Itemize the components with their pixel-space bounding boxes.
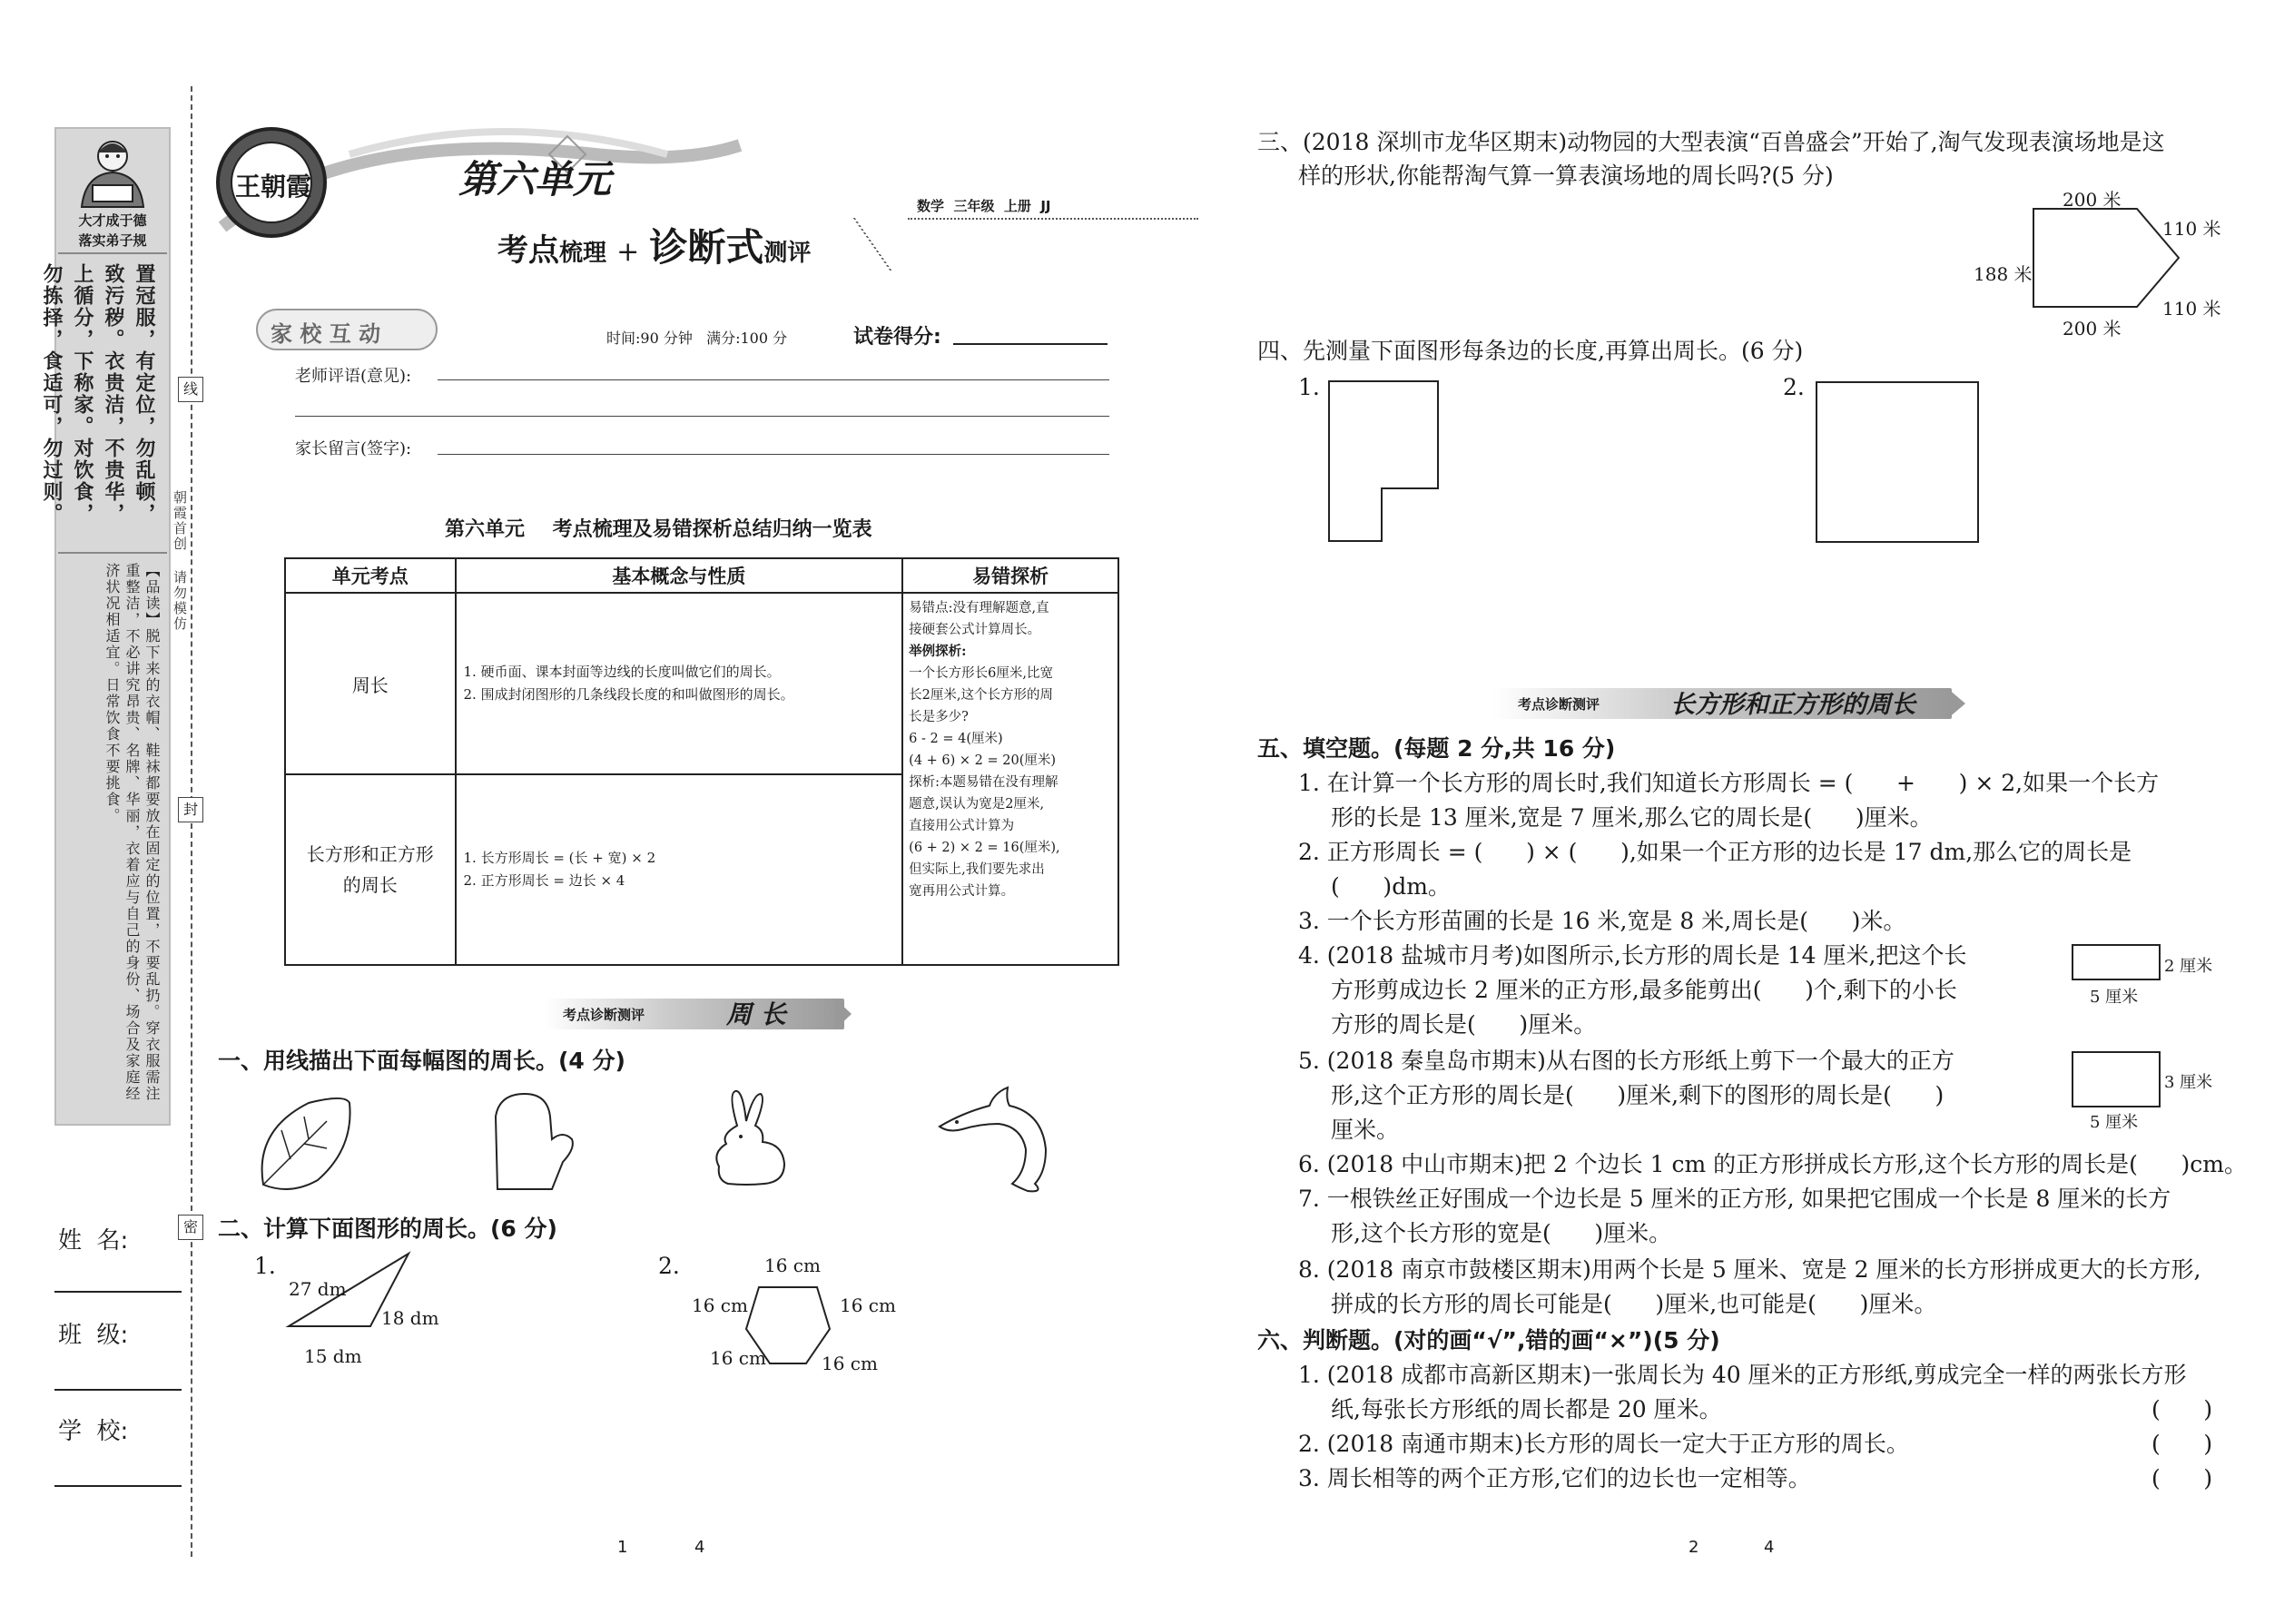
rabbit-shape[interactable] [710, 1089, 792, 1189]
banner2-tag: 考点诊断测评 [1518, 696, 1600, 713]
page-number-right-a: 2 [1689, 1538, 1699, 1557]
header-dotted-drop [853, 218, 927, 271]
col-concepts: 基本概念与性质 [456, 558, 903, 593]
q5-title: 五、填空题。(每题 2 分,共 16 分) [1257, 735, 1616, 762]
q5-line-9: 5. (2018 秦皇岛市期末)从右图的长方形纸上剪下一个最大的正方 [1298, 1048, 1954, 1074]
q5-item4-rect [2072, 944, 2161, 980]
page-number-left-a: 1 [617, 1538, 628, 1557]
col-topic: 单元考点 [285, 558, 456, 593]
subject-info: 数学 三年级 上册 JJ [917, 198, 1051, 214]
row1-topic: 周长 [285, 593, 456, 774]
q4-title: 四、先测量下面图形每条边的长度,再算出周长。(6 分) [1257, 338, 1804, 364]
teacher-label: 老师评语(意见): [295, 367, 412, 386]
page-number-right-b: 4 [1764, 1538, 1775, 1557]
q5-line-13: 7. 一根铁丝正好围成一个边长是 5 厘米的正方形, 如果把它围成一个长是 8 厘米的长方 [1298, 1186, 2171, 1212]
home-school-label: 家 校 互 动 [271, 321, 381, 347]
motto-top: 大才成于德 [78, 212, 147, 229]
score-field[interactable] [953, 343, 1108, 345]
q6-line-3: 2. (2018 南通市期末)长方形的周长一定大于正方形的周长。 [1298, 1431, 1909, 1457]
q1-title: 一、用线描出下面每幅图的周长。(4 分) [218, 1048, 625, 1074]
class-field[interactable] [54, 1389, 182, 1391]
q6-line-2: 纸,每张长方形纸的周长都是 20 厘米。 [1331, 1396, 1722, 1422]
square-figure[interactable] [1816, 381, 1979, 543]
sidebar-reading: 【品读】脱下来的衣帽、鞋袜都要放在固定的位置，不要乱扔。穿衣服需注重整洁，不必讲究昂贵、名牌、华丽，衣着应与自己的身份、场合及家庭经济状况相适宜。日常饮食不要挑食。 [103, 563, 161, 1102]
header-dotted-rule [908, 218, 1198, 220]
name-label: 姓 名: [58, 1227, 129, 1255]
q5-line-14: 形,这个长方形的宽是( )厘米。 [1331, 1220, 1672, 1246]
q2-title: 二、计算下面图形的周长。(6 分) [218, 1216, 557, 1242]
leaf-icon [254, 1094, 354, 1194]
row1-concepts: 1. 硬币面、课本封面等边线的长度叫做它们的周长。 2. 围成封闭图形的几条线段长度的和叫做图形的周长。 [456, 593, 903, 774]
q5-line-15: 8. (2018 南京市鼓楼区期末)用两个长是 5 厘米、宽是 2 厘米的长方形拼成更大的长方形, [1298, 1256, 2201, 1283]
q5-line-8: 方形的周长是( )厘米。 [1331, 1011, 1597, 1038]
stage-top-label: 200 米 [2063, 189, 2122, 211]
q5-line-16: 拼成的长方形的周长可能是( )厘米,也可能是( )厘米。 [1331, 1291, 1937, 1317]
q6-title: 六、判断题。(对的画“√”,错的画“×”)(5 分) [1257, 1327, 1720, 1353]
leaf-shape[interactable] [254, 1094, 354, 1194]
q5-line-3: 2. 正方形周长 = ( ) × ( ),如果一个正方形的边长是 17 dm,那么它的周长是 [1298, 839, 2132, 865]
cut-mark-1: 线 [178, 377, 203, 402]
triangle-side-c: 15 dm [304, 1345, 362, 1367]
teacher-comment-line-2[interactable] [295, 416, 1109, 417]
triangle-side-b: 18 dm [381, 1307, 439, 1329]
l-shape-figure[interactable] [1327, 379, 1445, 543]
q2-item2-number: 2. [658, 1253, 680, 1279]
stage-lower-right-label: 110 米 [2162, 298, 2221, 320]
school-label: 学 校: [58, 1418, 129, 1445]
row2-topic: 长方形和正方形 的周长 [285, 774, 456, 965]
summary-title: 第六单元 考点梳理及易错探析总结归纳一览表 [445, 518, 872, 541]
dolphin-shape[interactable] [935, 1086, 1062, 1195]
q6-line-1: 1. (2018 成都市高新区期末)一张周长为 40 厘米的正方形纸,剪成完全一样的两张长方形 [1298, 1362, 2187, 1388]
q6-answer-3[interactable]: ( ) [2151, 1465, 2213, 1491]
school-field[interactable] [54, 1485, 182, 1487]
banner-title: 周 长 [726, 999, 786, 1029]
pentagon-side-top: 16 cm [764, 1255, 821, 1276]
motto-sub: 落实弟子规 [78, 232, 147, 249]
banner-arrow [835, 999, 852, 1029]
q5-line-7: 方形剪成边长 2 厘米的正方形,最多能剪出( )个,剩下的小长 [1331, 977, 1957, 1003]
cut-mark-2: 封 [178, 797, 203, 822]
q5-line-2: 形的长是 13 厘米,宽是 7 厘米,那么它的周长是( )厘米。 [1331, 804, 1933, 831]
dolphin-icon [935, 1086, 1062, 1195]
q5-line-5: 3. 一个长方形苗圃的长是 16 米,宽是 8 米,周长是( )米。 [1298, 908, 1906, 934]
stage-upper-right-label: 110 米 [2162, 218, 2221, 240]
name-field[interactable] [54, 1291, 182, 1293]
q3-line1: 三、(2018 深圳市龙华区期末)动物园的大型表演“百兽盛会”开始了,淘气发现表演场地是这 [1257, 129, 2165, 155]
pentagon-side-left: 16 cm [692, 1294, 748, 1316]
q5-item5-width: 5 厘米 [2090, 1113, 2139, 1132]
col-errors: 易错探析 [902, 558, 1118, 593]
triangle-side-a: 27 dm [289, 1278, 347, 1300]
q5-line-4: ( )dm。 [1331, 873, 1451, 900]
stage-left-label: 188 米 [1974, 263, 2033, 285]
stage-bottom-label: 200 米 [2063, 318, 2122, 340]
q5-line-11: 厘米。 [1331, 1117, 1400, 1143]
banner2-arrow [1947, 688, 1965, 719]
time-info: 时间:90 分钟 满分:100 分 [606, 330, 788, 347]
mitten-shape[interactable] [479, 1089, 579, 1194]
banner-tag: 考点诊断测评 [563, 1007, 645, 1023]
pentagon-side-lower-left: 16 cm [710, 1347, 766, 1369]
pentagon-side-lower-right: 16 cm [822, 1353, 878, 1374]
rabbit-icon [710, 1089, 792, 1189]
teacher-comment-line-1[interactable] [438, 379, 1109, 380]
banner2-title: 长方形和正方形的周长 [1670, 691, 1915, 719]
mitten-icon [479, 1089, 579, 1194]
class-label: 班 级: [58, 1322, 129, 1349]
cut-mark-3: 密 [178, 1215, 203, 1240]
child-reading-icon [65, 134, 160, 209]
page-number-left-b: 4 [694, 1538, 705, 1557]
q2-item1-number: 1. [254, 1253, 276, 1279]
q5-item4-height: 2 厘米 [2164, 957, 2213, 976]
copyright-notice: 朝霞首创 请勿模仿 [172, 490, 188, 632]
child-avatar [65, 134, 160, 209]
q5-line-10: 形,这个正方形的周长是( )厘米,剩下的图形的周长是( ) [1331, 1082, 1944, 1108]
q5-line-1: 1. 在计算一个长方形的周长时,我们知道长方形周长 = ( + ) × 2,如果一个长方 [1298, 770, 2160, 796]
page-subtitle: 考点梳理 + 诊断式测评 [497, 225, 812, 270]
summary-table [284, 557, 1119, 966]
error-analysis: 易错点:没有理解题意,直 接硬套公式计算周长。 举例探析: 一个长方形长6厘米,比宽 长2厘米,这个长方形的周 长是多少? 6 - 2 = 4(厘米) (4 + 6) × 2 = 20(厘米) 探析:本题易错在没有理解 题意,误认为宽是2厘米, 直接用公式计算为 (6 + 2) × 2 = 16(厘米), 但实际上,我们要先求出 宽再用公式计算。 [902, 593, 1118, 965]
q6-answer-1[interactable]: ( ) [2151, 1396, 2213, 1422]
logo-text: 王朝霞 [234, 172, 311, 202]
q4-item2-number: 2. [1783, 374, 1805, 400]
q5-item5-height: 3 厘米 [2164, 1073, 2213, 1092]
q6-line-4: 3. 周长相等的两个正方形,它们的边长也一定相等。 [1298, 1465, 1811, 1491]
q5-line-6: 4. (2018 盐城市月考)如图所示,长方形的周长是 14 厘米,把这个长 [1298, 942, 1967, 969]
row2-concepts: 1. 长方形周长 = (长 + 宽) × 2 2. 正方形周长 = 边长 × 4 [456, 774, 903, 965]
q5-line-12: 6. (2018 中山市期末)把 2 个边长 1 cm 的正方形拼成长方形,这个长方形的周长是( )cm。 [1298, 1151, 2247, 1177]
sidebar-verse: 置冠服，有定位，勿乱顿，致污秽。衣贵洁，不贵华，上循分，下称家。对饮食，勿拣择，食适可，勿过则。 [40, 263, 156, 525]
parent-label: 家长留言(签字): [295, 439, 412, 458]
q5-item5-rect [2072, 1051, 2161, 1107]
unit-title: 第六单元 [458, 157, 612, 202]
parent-comment-line[interactable] [438, 454, 1109, 455]
q5-item4-width: 5 厘米 [2090, 988, 2139, 1007]
sidebar-divider [58, 252, 167, 254]
sidebar-divider-2 [58, 552, 167, 554]
q3-line2: 样的形状,你能帮淘气算一算表演场地的周长吗?(5 分) [1298, 162, 1834, 189]
pentagon-side-right: 16 cm [840, 1294, 896, 1316]
score-label: 试卷得分: [853, 326, 941, 349]
q6-answer-2[interactable]: ( ) [2151, 1431, 2213, 1457]
brand-logo [216, 127, 327, 238]
q4-item1-number: 1. [1298, 374, 1320, 400]
